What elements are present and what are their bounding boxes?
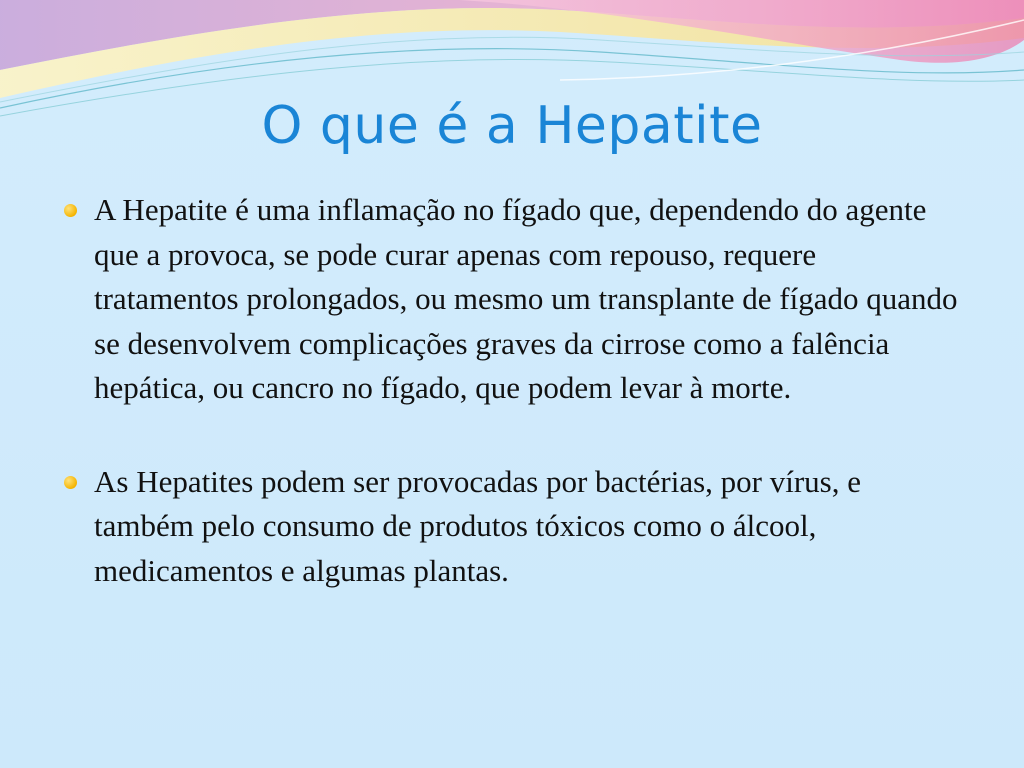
bullet-dot-icon [64, 204, 77, 217]
bullet-item [64, 460, 964, 594]
bullet-list [64, 188, 964, 593]
bullet-item [64, 188, 964, 411]
bullet-text: A Hepatite é uma inflamação no fígado que, dependendo do agente que a provoca, se pode curar apenas com repouso, requere tratamentos prolongados, ou mesmo um transplante de fígado quando se desenvolvem complicações graves da cirrose como a falência hepática, ou cancro no fígado, que podem levar à morte. [94, 192, 958, 405]
bullet-text: As Hepatites podem ser provocadas por bactérias, por vírus, e também pelo consumo de produtos tóxicos como o álcool, medicamentos e algumas plantas. [94, 463, 862, 588]
bullet-dot-icon [64, 476, 77, 489]
slide-title: O que é a Hepatite [261, 96, 763, 156]
